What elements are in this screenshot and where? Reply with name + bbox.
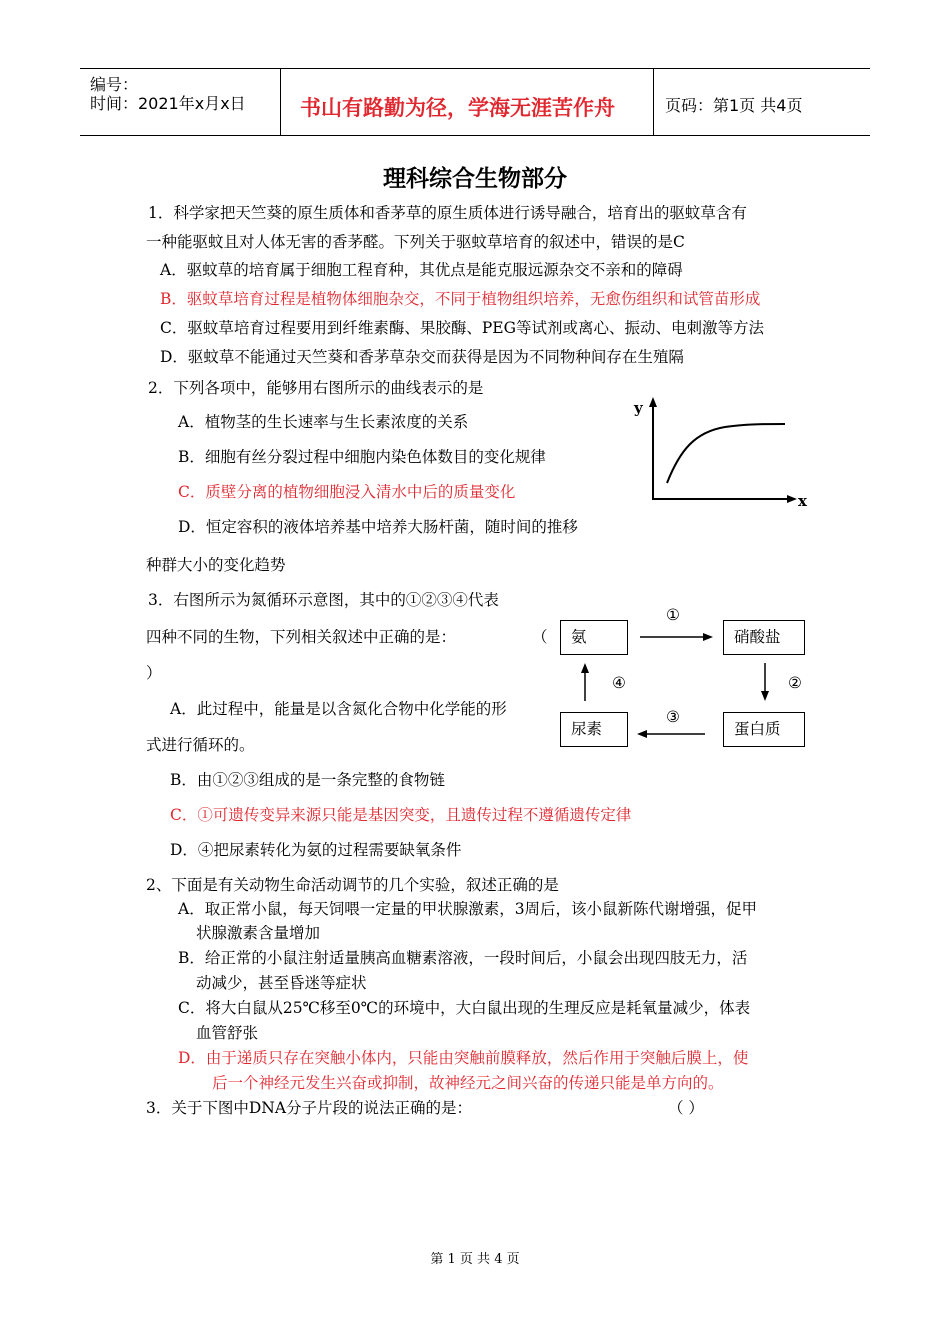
q2-option-c: C．质壁分离的植物细胞浸入清水中后的质量变化 <box>178 483 516 501</box>
header-page-label: 页码：第1页 共4页 <box>665 96 803 115</box>
header-number-label: 编号： <box>90 75 139 94</box>
q2-stem: 2．下列各项中，能够用右图所示的曲线表示的是 <box>148 379 484 397</box>
q2-graph-y-label: y <box>634 399 643 417</box>
q3-stem-line2: 四种不同的生物，下列相关叙述中正确的是： <box>146 628 457 646</box>
q1-option-a: A．驱蚊草的培育属于细胞工程育种，其优点是能克服远源杂交不亲和的障碍 <box>160 261 683 279</box>
nitrogen-cycle-arrows <box>555 595 815 755</box>
header-top-border <box>80 68 870 69</box>
header-divider-right <box>653 68 654 136</box>
q4-stem: 2、下面是有关动物生命活动调节的几个实验，叙述正确的是 <box>146 876 559 894</box>
q1-stem-line2: 一种能驱蚊且对人体无害的香茅醛。下列关于驱蚊草培育的叙述中，错误的是C <box>146 233 685 251</box>
box-nitrate: 硝酸盐 <box>723 620 805 655</box>
q2-option-d-continued: 种群大小的变化趋势 <box>146 556 286 574</box>
q5-paren: （ ） <box>668 1099 704 1117</box>
q4-option-a-line2: 状腺激素含量增加 <box>196 924 321 942</box>
page-title: 理科综合生物部分 <box>383 166 567 192</box>
q4-option-c-line2: 血管舒张 <box>196 1024 259 1042</box>
header-divider-left <box>280 68 281 136</box>
q1-stem-line1: 1．科学家把天竺葵的原生质体和香茅草的原生质体进行诱导融合，培育出的驱蚊草含有 <box>148 204 747 222</box>
q2-graph-x-arrowhead <box>787 495 797 503</box>
label-num-2: ② <box>788 674 802 692</box>
q3-option-d: D．④把尿素转化为氨的过程需要缺氧条件 <box>170 841 462 859</box>
page-footer: 第 1 页 共 4 页 <box>430 1252 520 1267</box>
q2-graph-curve <box>667 424 785 483</box>
q3-stem-line1: 3．右图所示为氮循环示意图，其中的①②③④代表 <box>148 591 499 609</box>
label-num-3: ③ <box>666 708 680 726</box>
q2-graph-y-arrowhead <box>649 397 657 407</box>
arrow-3-head <box>637 730 647 738</box>
q4-option-a-line1: A．取正常小鼠，每天饲喂一定量的甲状腺激素，3周后，该小鼠新陈代谢增强，促甲 <box>178 900 758 918</box>
q4-option-b-line1: B．给正常的小鼠注射适量胰高血糖素溶液，一段时间后，小鼠会出现四肢无力，活 <box>178 949 748 967</box>
q1-option-d: D．驱蚊草不能通过天竺葵和香茅草杂交而获得是因为不同物种间存在生殖隔 <box>160 348 684 366</box>
header-motto: 书山有路勤为径，学海无涯苦作舟 <box>300 96 615 120</box>
q5-stem: 3．关于下图中DNA分子片段的说法正确的是： <box>146 1099 473 1117</box>
q4-option-c-line1: C．将大白鼠从25℃移至0℃的环境中，大白鼠出现的生理反应是耗氧量减少，体表 <box>178 999 751 1017</box>
label-num-4: ④ <box>612 674 626 692</box>
q3-option-a-line2: 式进行循环的。 <box>146 736 255 754</box>
q2-option-d: D．恒定容积的液体培养基中培养大肠杆菌，随时间的推移 <box>178 518 578 536</box>
q3-paren-close: ） <box>146 664 162 682</box>
q1-option-c: C．驱蚊草培育过程要用到纤维素酶、果胶酶、PEG等试剂或离心、振动、电刺激等方法 <box>160 319 764 337</box>
arrow-4-head <box>581 663 589 673</box>
q2-graph-x-label: x <box>798 492 807 510</box>
label-num-1: ① <box>666 606 680 624</box>
q2-option-a: A．植物茎的生长速率与生长素浓度的关系 <box>178 413 469 431</box>
box-urea: 尿素 <box>560 712 628 747</box>
q4-option-d-line2: 后一个神经元发生兴奋或抑制，故神经元之间兴奋的传递只能是单方向的。 <box>212 1074 724 1092</box>
q4-option-d-line1: D．由于递质只存在突触小体内，只能由突触前膜释放，然后作用于突触后膜上，使 <box>178 1049 749 1067</box>
q3-option-b: B．由①②③组成的是一条完整的食物链 <box>170 771 445 789</box>
q3-option-c: C．①可遗传变异来源只能是基因突变，且遗传过程不遵循遗传定律 <box>170 806 632 824</box>
header-time-label: 时间：2021年x月x日 <box>90 94 246 113</box>
arrow-2-head <box>761 691 769 701</box>
q2-curve-graph <box>625 395 815 510</box>
header-bottom-border <box>80 135 870 136</box>
q4-option-b-line2: 动减少，甚至昏迷等症状 <box>196 974 367 992</box>
q3-option-a-line1: A．此过程中，能量是以含氮化合物中化学能的形 <box>170 700 507 718</box>
box-protein: 蛋白质 <box>723 712 805 747</box>
box-ammonia: 氨 <box>560 620 628 655</box>
q2-option-b: B．细胞有丝分裂过程中细胞内染色体数目的变化规律 <box>178 448 546 466</box>
arrow-1-head <box>703 633 713 641</box>
q1-option-b: B．驱蚊草培育过程是植物体细胞杂交，不同于植物组织培养，无愈伤组织和试管苗形成 <box>160 290 761 308</box>
q3-paren-open: （ <box>532 628 548 646</box>
